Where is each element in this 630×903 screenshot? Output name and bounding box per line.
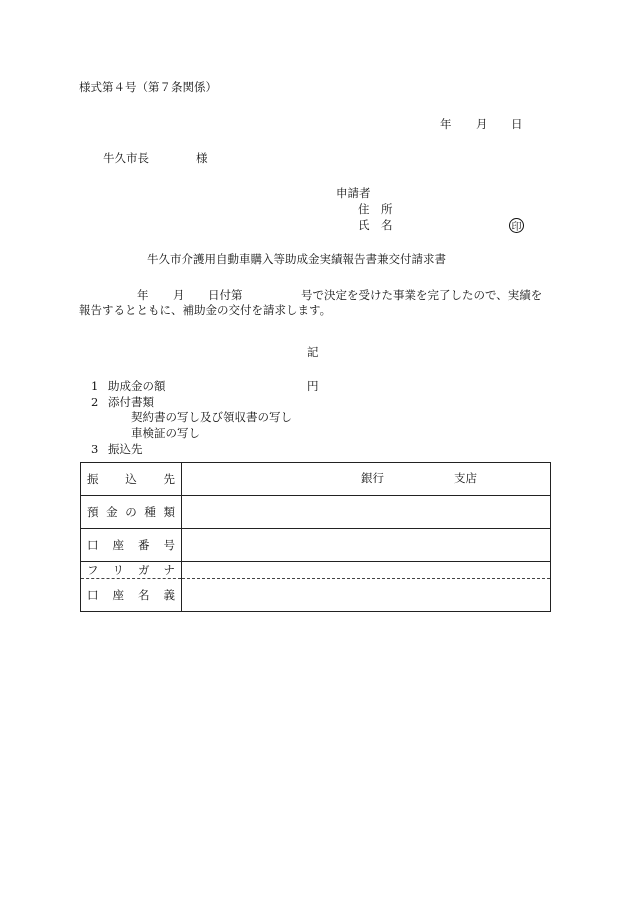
body-date-suffix: 日付第 [208,288,243,302]
item-1-number: 1 [91,379,99,393]
table-row [81,529,551,562]
form-number: 様式第４号（第７条関係） [79,80,217,94]
table-row [81,496,551,529]
label-char: 先 [163,472,175,486]
deposit-type-field[interactable] [182,496,551,529]
document-title: 牛久市介護用自動車購入等助成金実績報告書兼交付請求書 [147,252,446,266]
label-char: 種 [144,505,156,519]
ki-heading: 記 [307,345,319,359]
label-char: 込 [125,472,137,486]
furigana-field[interactable] [182,562,551,579]
table-row [81,562,551,579]
label-char: 口 [87,538,99,552]
label-char: 金 [106,505,118,519]
label-char: 振 [87,472,99,486]
date-year-label: 年 [440,117,452,131]
body-month: 月 [173,288,185,302]
transfer-destination-field[interactable] [182,463,551,496]
item-1-label: 助成金の額 [108,379,166,393]
account-holder-label [81,579,182,612]
label-char: 名 [138,588,150,602]
label-char: ナ [163,563,175,577]
table-row [81,463,551,496]
label-char: リ [112,563,124,577]
body-year: 年 [137,288,149,302]
transfer-destination-label [81,463,182,496]
account-number-label [81,529,182,562]
label-char: 号 [163,538,175,552]
body-line-2: 報告するとともに、補助金の交付を請求します。 [79,303,332,317]
item-1-unit: 円 [307,379,319,393]
applicant-address-label: 住 所 [358,202,393,216]
bank-label: 銀行 [361,471,384,485]
bank-transfer-table [80,462,551,612]
table-row [81,579,551,612]
seal-mark: 印 [509,218,524,233]
date-month-label: 月 [476,117,488,131]
item-2-label: 添付書類 [108,395,154,409]
item-2-sub-2: 車検証の写し [131,426,200,440]
label-char: 類 [163,505,175,519]
body-number-suffix: 号で決定を受けた事業を完了したので、実績を [301,288,543,302]
applicant-name-label: 氏 名 [358,218,393,232]
label-char: 座 [112,538,124,552]
label-char: 座 [112,588,124,602]
item-3-label: 振込先 [108,442,143,456]
furigana-label [81,562,182,579]
addressee-name: 牛久市長 [103,151,149,165]
branch-label: 支店 [454,471,477,485]
label-char: の [125,505,137,519]
label-char: 預 [87,505,99,519]
account-holder-field[interactable] [182,579,551,612]
label-char: フ [87,563,99,577]
label-char: ガ [138,563,150,577]
item-2-number: 2 [91,395,99,409]
addressee-honorific: 様 [196,151,208,165]
label-char: 口 [87,588,99,602]
deposit-type-label [81,496,182,529]
date-day-label: 日 [511,117,523,131]
applicant-label: 申請者 [336,186,371,200]
item-3-number: 3 [91,442,99,456]
label-char: 義 [163,588,175,602]
label-char: 番 [138,538,150,552]
account-number-field[interactable] [182,529,551,562]
item-2-sub-1: 契約書の写し及び領収書の写し [131,410,292,424]
